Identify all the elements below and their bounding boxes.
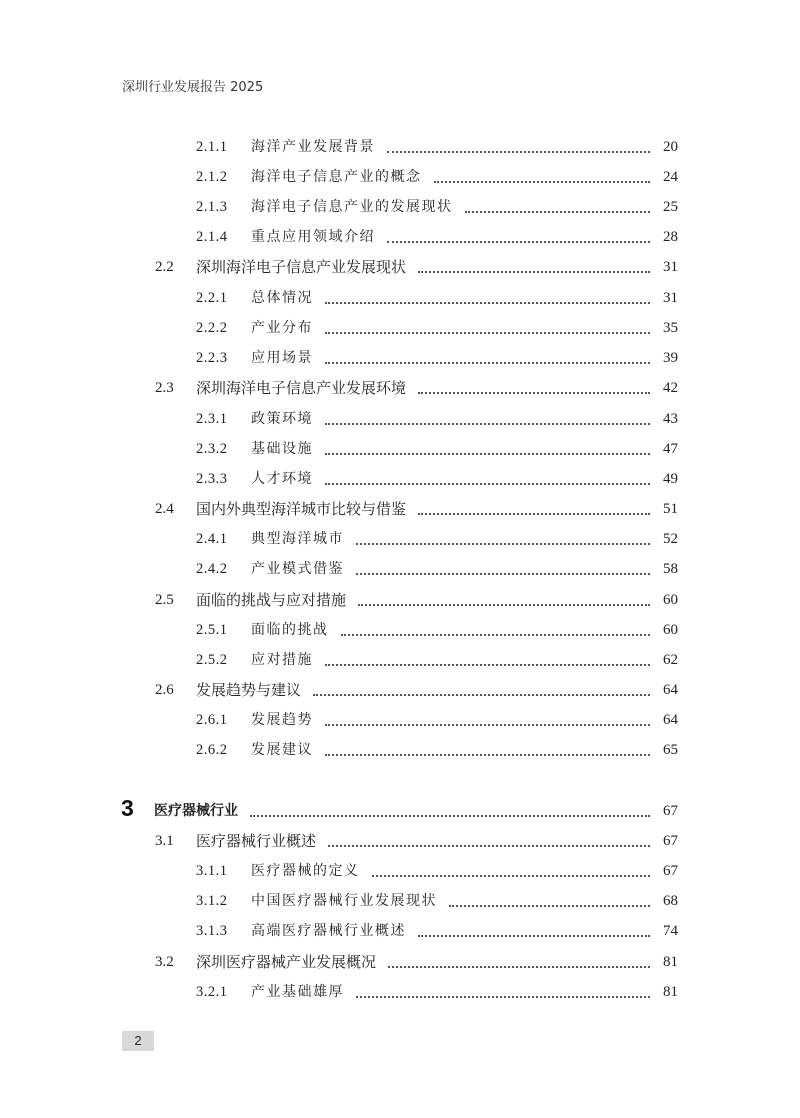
toc-entry-page: 51: [663, 501, 678, 517]
toc-entry-number: 2.2: [155, 259, 174, 275]
toc-entry-title: 医疗器械行业概述: [196, 832, 317, 850]
toc-entry-page: 62: [663, 652, 678, 668]
toc-dot-leader: [434, 181, 651, 183]
toc-entry-number: 2.3.1: [196, 411, 228, 427]
toc-entry[interactable]: [0, 981, 800, 1003]
toc-entry-number: 2.5: [155, 592, 174, 608]
toc-entry-number: 2.3: [155, 380, 174, 396]
toc-entry[interactable]: [0, 196, 800, 218]
toc-entry[interactable]: [0, 226, 800, 248]
toc-entry-title: 发展趋势: [251, 712, 313, 728]
toc-entry-number: 2.6: [155, 682, 174, 698]
toc-entry-page: 81: [663, 954, 678, 970]
toc-entry-title: 典型海洋城市: [251, 531, 344, 547]
toc-entry-page: 20: [663, 139, 678, 155]
toc-entry-title: 总体情况: [251, 290, 313, 306]
toc-entry[interactable]: [0, 136, 800, 158]
toc-entry-page: 81: [663, 984, 678, 1000]
toc-entry-number: 2.5.2: [196, 652, 228, 668]
toc-entry-title: 产业基础雄厚: [251, 984, 344, 1000]
toc-dot-leader: [418, 392, 650, 394]
toc-entry-title: 海洋电子信息产业的概念: [251, 169, 422, 185]
toc-dot-leader: [449, 905, 650, 907]
toc-entry[interactable]: [0, 498, 800, 520]
toc-entry-title: 发展趋势与建议: [196, 681, 302, 699]
toc-entry[interactable]: [0, 830, 800, 852]
toc-entry[interactable]: [0, 438, 800, 460]
toc-entry-number: 3.2.1: [196, 984, 228, 1000]
toc-entry-title: 医疗器械行业: [154, 803, 238, 819]
toc-entry[interactable]: [0, 287, 800, 309]
toc-entry[interactable]: [0, 649, 800, 671]
toc-entry-title: 产业分布: [251, 320, 313, 336]
toc-entry[interactable]: [0, 920, 800, 942]
toc-dot-leader: [372, 875, 651, 877]
toc-entry[interactable]: [0, 166, 800, 188]
toc-entry[interactable]: [0, 951, 800, 973]
toc-dot-leader: [325, 483, 650, 485]
toc-dot-leader: [325, 332, 650, 334]
toc-entry-page: 68: [663, 893, 678, 909]
toc-entry-page: 28: [663, 229, 678, 245]
toc-entry-number: 2.5.1: [196, 622, 228, 638]
toc-dot-leader: [387, 151, 650, 153]
toc-entry-page: 47: [663, 441, 678, 457]
toc-entry[interactable]: [0, 468, 800, 490]
running-header: 深圳行业发展报告 2025: [122, 80, 264, 95]
toc-entry-title: 政策环境: [251, 411, 313, 427]
toc-entry-number: 3.1.2: [196, 893, 228, 909]
toc-dot-leader: [250, 815, 650, 817]
toc-entry[interactable]: [0, 795, 800, 822]
toc-dot-leader: [313, 694, 650, 696]
toc-entry-page: 35: [663, 320, 678, 336]
toc-entry[interactable]: [0, 589, 800, 611]
toc-entry-number: 2.2.3: [196, 350, 228, 366]
toc-entry-number: 2.4: [155, 501, 174, 517]
toc-entry-number: 2.3.2: [196, 441, 228, 457]
toc-entry-title: 应用场景: [251, 350, 313, 366]
toc-entry-title: 国内外典型海洋城市比较与借鉴: [196, 500, 407, 518]
toc-entry[interactable]: [0, 619, 800, 641]
toc-entry-title: 海洋电子信息产业的发展现状: [251, 199, 453, 215]
toc-entry-title: 深圳海洋电子信息产业发展环境: [196, 379, 407, 397]
toc-entry[interactable]: [0, 377, 800, 399]
toc-entry-page: 31: [663, 290, 678, 306]
toc-entry-number: 2.2.2: [196, 320, 228, 336]
toc-dot-leader: [387, 241, 650, 243]
toc-entry-page: 67: [663, 803, 678, 819]
toc-entry-page: 64: [663, 712, 678, 728]
toc-dot-leader: [356, 573, 650, 575]
toc-entry-page: 64: [663, 682, 678, 698]
toc-entry-page: 58: [663, 561, 678, 577]
toc-dot-leader: [325, 453, 650, 455]
toc-entry-number: 2.1.2: [196, 169, 228, 185]
toc-entry-title: 深圳海洋电子信息产业发展现状: [196, 258, 407, 276]
toc-entry-title: 中国医疗器械行业发展现状: [251, 893, 437, 909]
toc-entry-title: 面临的挑战: [251, 622, 329, 638]
toc-entry-title: 深圳医疗器械产业发展概况: [196, 953, 377, 971]
toc-dot-leader: [388, 966, 650, 968]
toc-entry-page: 67: [663, 863, 678, 879]
toc-dot-leader: [325, 362, 650, 364]
toc-entry-title: 应对措施: [251, 652, 313, 668]
toc-entry-page: 52: [663, 531, 678, 547]
toc-entry-page: 74: [663, 923, 678, 939]
toc-entry-number: 2.1.4: [196, 229, 228, 245]
toc-entry[interactable]: [0, 408, 800, 430]
toc-entry-page: 43: [663, 411, 678, 427]
toc-entry-page: 60: [663, 592, 678, 608]
toc-entry-number: 2.6.1: [196, 712, 228, 728]
toc-entry-number: 2.2.1: [196, 290, 228, 306]
toc-entry-number: 3: [121, 795, 134, 821]
toc-entry-number: 2.1.3: [196, 199, 228, 215]
toc-entry-page: 65: [663, 742, 678, 758]
toc-entry-number: 3.1: [155, 833, 174, 849]
toc-entry[interactable]: [0, 256, 800, 278]
toc-entry-title: 重点应用领域介绍: [251, 229, 375, 245]
toc-entry[interactable]: [0, 528, 800, 550]
toc-entry[interactable]: [0, 860, 800, 882]
toc-entry[interactable]: [0, 347, 800, 369]
toc-entry-page: 67: [663, 833, 678, 849]
page-number: 2: [122, 1031, 154, 1051]
toc-entry[interactable]: [0, 709, 800, 731]
toc-entry-page: 25: [663, 199, 678, 215]
toc-entry-title: 产业模式借鉴: [251, 561, 344, 577]
toc-entry-page: 60: [663, 622, 678, 638]
toc-entry[interactable]: [0, 558, 800, 580]
toc-entry-title: 发展建议: [251, 742, 313, 758]
toc-entry-number: 2.1.1: [196, 139, 228, 155]
toc-entry-number: 3.2: [155, 954, 174, 970]
toc-dot-leader: [325, 302, 650, 304]
toc-entry-title: 基础设施: [251, 441, 313, 457]
toc-entry-number: 2.6.2: [196, 742, 228, 758]
toc-entry-number: 2.3.3: [196, 471, 228, 487]
toc-entry-page: 39: [663, 350, 678, 366]
toc-entry[interactable]: [0, 679, 800, 701]
toc-dot-leader: [325, 423, 650, 425]
toc-dot-leader: [325, 754, 650, 756]
toc-entry-page: 31: [663, 259, 678, 275]
toc-dot-leader: [325, 724, 650, 726]
toc-entry-title: 海洋产业发展背景: [251, 139, 375, 155]
toc-entry-number: 3.1.3: [196, 923, 228, 939]
toc-entry-number: 2.4.1: [196, 531, 228, 547]
toc-entry-number: 2.4.2: [196, 561, 228, 577]
toc-dot-leader: [328, 845, 650, 847]
toc-entry[interactable]: [0, 317, 800, 339]
toc-entry-page: 24: [663, 169, 678, 185]
toc-entry-number: 3.1.1: [196, 863, 228, 879]
toc-dot-leader: [418, 935, 650, 937]
toc-dot-leader: [356, 543, 650, 545]
toc-dot-leader: [356, 996, 650, 998]
toc-dot-leader: [325, 664, 650, 666]
toc-entry[interactable]: [0, 890, 800, 912]
toc-dot-leader: [341, 634, 651, 636]
toc-dot-leader: [418, 513, 650, 515]
toc-entry-title: 面临的挑战与应对措施: [196, 591, 347, 609]
toc-entry-title: 高端医疗器械行业概述: [251, 923, 406, 939]
toc-entry-title: 医疗器械的定义: [251, 863, 360, 879]
toc-entry-page: 42: [663, 380, 678, 396]
toc-dot-leader: [418, 271, 650, 273]
toc-dot-leader: [358, 604, 650, 606]
toc-entry[interactable]: [0, 739, 800, 761]
toc-entry-title: 人才环境: [251, 471, 313, 487]
toc-dot-leader: [465, 211, 651, 213]
toc-entry-page: 49: [663, 471, 678, 487]
